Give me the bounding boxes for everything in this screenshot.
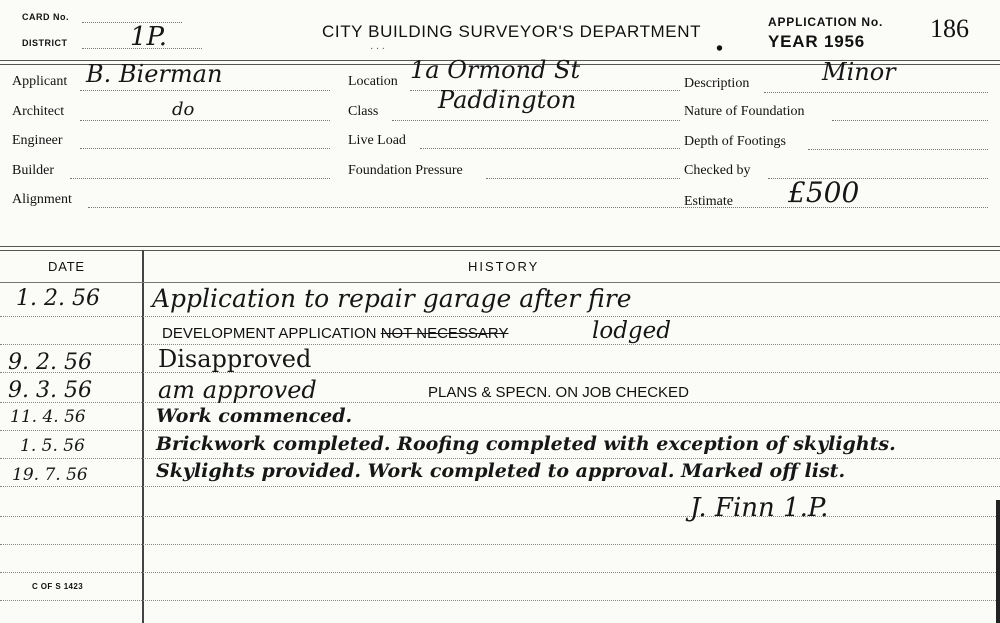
- history-rule-2: [0, 344, 1000, 345]
- history-top-divider: [0, 246, 1000, 251]
- entry-6-text: Brickwork completed. Roofing completed with exception of skylights.: [156, 433, 896, 455]
- history-rule-5: [0, 430, 1000, 431]
- entry-4-text: am approved: [158, 376, 317, 404]
- history-rule-6: [0, 458, 1000, 459]
- nature-of-foundation-label: Nature of Foundation: [684, 104, 805, 119]
- builder-line: [70, 178, 330, 179]
- depth-of-footings-label: Depth of Footings: [684, 134, 786, 149]
- entry-1-text: Application to repair garage after fire: [152, 284, 632, 313]
- estimate-value: £500: [788, 176, 860, 209]
- form-code: C OF S 1423: [32, 582, 84, 591]
- class-value: Paddington: [438, 86, 577, 114]
- architect-line: [80, 120, 330, 121]
- alignment-label: Alignment: [12, 192, 72, 207]
- history-header-rule: [0, 282, 1000, 283]
- checked-by-label: Checked by: [684, 163, 751, 178]
- history-rule-9: [0, 544, 1000, 545]
- nature-of-foundation-line: [832, 120, 988, 121]
- entry-7-text: Skylights provided. Work completed to approval. Marked off list.: [156, 460, 846, 482]
- applicant-line: [80, 90, 330, 91]
- year-label: YEAR 1956: [768, 32, 865, 51]
- date-header: DATE: [48, 259, 85, 274]
- application-no-label: APPLICATION No.: [768, 15, 884, 29]
- class-line: [392, 120, 680, 121]
- description-line: [764, 92, 988, 93]
- history-rule-4: [0, 402, 1000, 403]
- signature: J. Finn 1.P.: [690, 493, 829, 523]
- card-no-label: CARD No.: [22, 12, 69, 22]
- entry-5-date: 11. 4. 56: [10, 407, 86, 427]
- engineer-line: [80, 148, 330, 149]
- foundation-pressure-line: [486, 178, 680, 179]
- entry-6-date: 1. 5. 56: [20, 436, 85, 456]
- entry-5-text: Work commenced.: [156, 405, 353, 427]
- location-label: Location: [348, 74, 398, 89]
- dev-app-handwritten: lodged: [592, 318, 671, 344]
- application-no-value: 186: [930, 14, 969, 43]
- history-rule-7: [0, 486, 1000, 487]
- description-value: Minor: [822, 58, 896, 86]
- applicant-value: B. Bierman: [86, 60, 223, 88]
- applicant-label: Applicant: [12, 74, 68, 89]
- location-value: 1a Ormond St: [410, 56, 581, 84]
- plans-stamp: PLANS & SPECN. ON JOB CHECKED: [428, 384, 689, 401]
- class-label: Class: [348, 104, 379, 119]
- entry-4-date: 9. 3. 56: [8, 378, 92, 403]
- entry-3-text: Disapproved: [158, 345, 312, 373]
- entry-3-date: 9. 2. 56: [8, 350, 92, 375]
- history-rule-11: [0, 600, 1000, 601]
- district-label: DISTRICT: [22, 38, 68, 48]
- foundation-pressure-label: Foundation Pressure: [348, 163, 463, 178]
- dev-app-struck-text: NOT NECESSARY: [380, 325, 509, 342]
- builder-label: Builder: [12, 163, 54, 178]
- history-rule-10: [0, 572, 1000, 573]
- depth-of-footings-line: [808, 149, 988, 150]
- bullet-mark: •: [716, 38, 724, 60]
- dev-app-stamp: [162, 325, 509, 342]
- entry-1-date: 1. 2. 56: [16, 286, 100, 311]
- date-column-divider: [142, 250, 144, 623]
- history-rule-3: [0, 372, 1000, 373]
- district-value: 1P.: [130, 22, 168, 52]
- architect-label: Architect: [12, 104, 65, 119]
- estimate-label: Estimate: [684, 194, 733, 209]
- live-load-line: [420, 148, 680, 149]
- entry-7-date: 19. 7. 56: [12, 465, 88, 485]
- live-load-label: Live Load: [348, 133, 406, 148]
- dev-app-stamp-text: DEVELOPMENT APPLICATION: [162, 325, 377, 342]
- history-header: HISTORY: [468, 259, 540, 274]
- description-label: Description: [684, 76, 750, 91]
- history-rule-1: [0, 316, 1000, 317]
- engineer-label: Engineer: [12, 133, 63, 148]
- department-title: CITY BUILDING SURVEYOR'S DEPARTMENT: [322, 22, 702, 41]
- card-edge: [996, 500, 1000, 623]
- architect-value: do: [172, 99, 195, 120]
- speckle: · · ·: [370, 44, 385, 55]
- history-rule-8: [0, 516, 1000, 517]
